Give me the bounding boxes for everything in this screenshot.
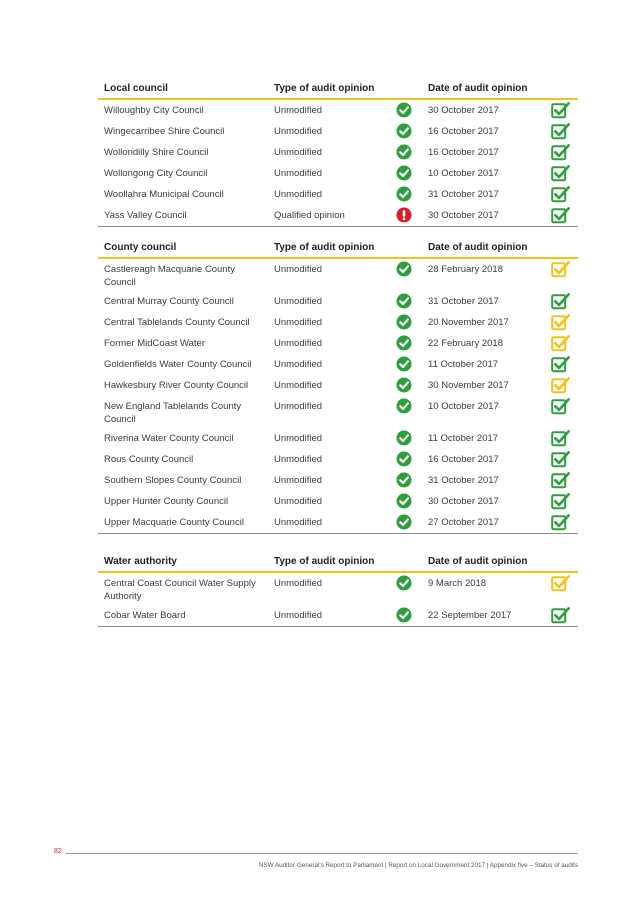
header-date: Date of audit opinion <box>428 556 528 567</box>
opinion-date: 16 October 2017 <box>428 126 499 137</box>
green-check-circle-icon <box>396 430 412 446</box>
opinion-date: 16 October 2017 <box>428 147 499 158</box>
green-check-circle-icon <box>396 514 412 530</box>
footer-divider <box>66 853 578 854</box>
opinion-type: Unmodified <box>274 496 323 507</box>
council-name: Central Coast Council Water Supply Authority <box>104 578 256 602</box>
opinion-date: 9 March 2018 <box>428 578 487 589</box>
opinion-date: 30 October 2017 <box>428 496 499 507</box>
green-check-circle-icon <box>396 451 412 467</box>
council-name: New England Tablelands County Council <box>104 401 242 425</box>
green-check-circle-icon <box>396 377 412 393</box>
table-header <box>98 551 578 573</box>
yellow-checkbox-icon <box>551 260 570 278</box>
table-row <box>98 396 578 428</box>
council-name: Southern Slopes County Council <box>104 475 242 486</box>
yellow-checkbox-icon <box>551 313 570 331</box>
opinion-date: 30 November 2017 <box>428 380 509 391</box>
council-name: Woollahra Municipal Council <box>104 189 224 200</box>
opinion-type: Unmodified <box>274 264 323 275</box>
opinion-type: Qualified opinion <box>274 210 345 221</box>
opinion-type: Unmodified <box>274 401 323 412</box>
table-row <box>98 491 578 512</box>
green-check-circle-icon <box>396 493 412 509</box>
council-name: Wollondilly Shire Council <box>104 147 209 158</box>
green-check-circle-icon <box>396 575 412 591</box>
council-name: Cobar Water Board <box>104 610 186 621</box>
green-checkbox-icon <box>551 292 570 310</box>
header-name: Water authority <box>104 556 177 567</box>
opinion-date: 27 October 2017 <box>428 517 499 528</box>
opinion-date: 30 October 2017 <box>428 210 499 221</box>
green-check-circle-icon <box>396 102 412 118</box>
opinion-type: Unmodified <box>274 189 323 200</box>
council-name: Former MidCoast Water <box>104 338 205 349</box>
opinion-date: 22 February 2018 <box>428 338 503 349</box>
header-opinion: Type of audit opinion <box>274 83 375 94</box>
opinion-type: Unmodified <box>274 126 323 137</box>
table-row <box>98 291 578 312</box>
table-row <box>98 605 578 626</box>
green-check-circle-icon <box>396 123 412 139</box>
header-date: Date of audit opinion <box>428 242 528 253</box>
green-checkbox-icon <box>551 397 570 415</box>
local-council-table <box>98 78 578 227</box>
water-authority-table <box>98 551 578 627</box>
opinion-type: Unmodified <box>274 147 323 158</box>
green-checkbox-icon <box>551 429 570 447</box>
green-checkbox-icon <box>551 492 570 510</box>
opinion-type: Unmodified <box>274 610 323 621</box>
council-name: Goldenfields Water County Council <box>104 359 252 370</box>
green-checkbox-icon <box>551 513 570 531</box>
green-checkbox-icon <box>551 450 570 468</box>
header-opinion: Type of audit opinion <box>274 556 375 567</box>
council-name: Hawkesbury River County Council <box>104 380 249 391</box>
green-checkbox-icon <box>551 164 570 182</box>
opinion-date: 22 September 2017 <box>428 610 512 621</box>
council-name: Upper Macquarie County Council <box>104 517 244 528</box>
table-row <box>98 100 578 121</box>
opinion-type: Unmodified <box>274 168 323 179</box>
opinion-type: Unmodified <box>274 296 323 307</box>
opinion-type: Unmodified <box>274 317 323 328</box>
opinion-type: Unmodified <box>274 359 323 370</box>
table-header <box>98 237 578 259</box>
table-row <box>98 375 578 396</box>
table-row <box>98 512 578 533</box>
opinion-type: Unmodified <box>274 338 323 349</box>
yellow-checkbox-icon <box>551 334 570 352</box>
header-date: Date of audit opinion <box>428 83 528 94</box>
opinion-date: 20 November 2017 <box>428 317 509 328</box>
council-name: Wingecarribee Shire Council <box>104 126 225 137</box>
green-checkbox-icon <box>551 471 570 489</box>
table-row <box>98 428 578 449</box>
green-checkbox-icon <box>551 606 570 624</box>
header-name: Local council <box>104 83 168 94</box>
table-row <box>98 333 578 354</box>
opinion-date: 31 October 2017 <box>428 296 499 307</box>
table-row <box>98 121 578 142</box>
opinion-date: 31 October 2017 <box>428 475 499 486</box>
green-checkbox-icon <box>551 185 570 203</box>
green-check-circle-icon <box>396 335 412 351</box>
green-check-circle-icon <box>396 293 412 309</box>
table-row <box>98 470 578 491</box>
table-row <box>98 163 578 184</box>
green-check-circle-icon <box>396 165 412 181</box>
opinion-date: 30 October 2017 <box>428 105 499 116</box>
opinion-date: 28 February 2018 <box>428 264 503 275</box>
green-checkbox-icon <box>551 206 570 224</box>
green-check-circle-icon <box>396 356 412 372</box>
council-name: Castlereagh Macquarie County Council <box>104 264 235 288</box>
green-checkbox-icon <box>551 101 570 119</box>
yellow-checkbox-icon <box>551 376 570 394</box>
table-row <box>98 312 578 333</box>
table-row <box>98 573 578 605</box>
red-exclamation-circle-icon <box>396 207 412 223</box>
opinion-date: 10 October 2017 <box>428 401 499 412</box>
green-check-circle-icon <box>396 144 412 160</box>
opinion-type: Unmodified <box>274 105 323 116</box>
green-check-circle-icon <box>396 607 412 623</box>
header-opinion: Type of audit opinion <box>274 242 375 253</box>
opinion-type: Unmodified <box>274 475 323 486</box>
table-row <box>98 184 578 205</box>
council-name: Yass Valley Council <box>104 210 187 221</box>
opinion-date: 11 October 2017 <box>428 359 499 370</box>
green-check-circle-icon <box>396 261 412 277</box>
yellow-checkbox-icon <box>551 574 570 592</box>
green-check-circle-icon <box>396 314 412 330</box>
opinion-type: Unmodified <box>274 517 323 528</box>
green-check-circle-icon <box>396 186 412 202</box>
opinion-type: Unmodified <box>274 433 323 444</box>
green-check-circle-icon <box>396 398 412 414</box>
green-check-circle-icon <box>396 472 412 488</box>
council-name: Riverina Water County Council <box>104 433 234 444</box>
table-row <box>98 259 578 291</box>
council-name: Central Tablelands County Council <box>104 317 250 328</box>
footer-text: NSW Auditor-General's Report to Parliament | Report on Local Government 2017 | Appendix five – Status of audits <box>258 862 578 869</box>
green-checkbox-icon <box>551 122 570 140</box>
opinion-type: Unmodified <box>274 578 323 589</box>
opinion-type: Unmodified <box>274 454 323 465</box>
green-checkbox-icon <box>551 143 570 161</box>
council-name: Wollongong City Council <box>104 168 208 179</box>
county-council-table <box>98 237 578 534</box>
opinion-date: 11 October 2017 <box>428 433 499 444</box>
table-row <box>98 205 578 226</box>
table-row <box>98 142 578 163</box>
opinion-date: 31 October 2017 <box>428 189 499 200</box>
council-name: Willoughby City Council <box>104 105 204 116</box>
council-name: Upper Hunter County Council <box>104 496 229 507</box>
table-row <box>98 354 578 375</box>
page-number: 82 <box>54 848 62 855</box>
opinion-type: Unmodified <box>274 380 323 391</box>
opinion-date: 16 October 2017 <box>428 454 499 465</box>
table-header <box>98 78 578 100</box>
opinion-date: 10 October 2017 <box>428 168 499 179</box>
council-name: Central Murray County Council <box>104 296 234 307</box>
table-row <box>98 449 578 470</box>
header-name: County council <box>104 242 177 253</box>
council-name: Rous County Council <box>104 454 194 465</box>
green-checkbox-icon <box>551 355 570 373</box>
